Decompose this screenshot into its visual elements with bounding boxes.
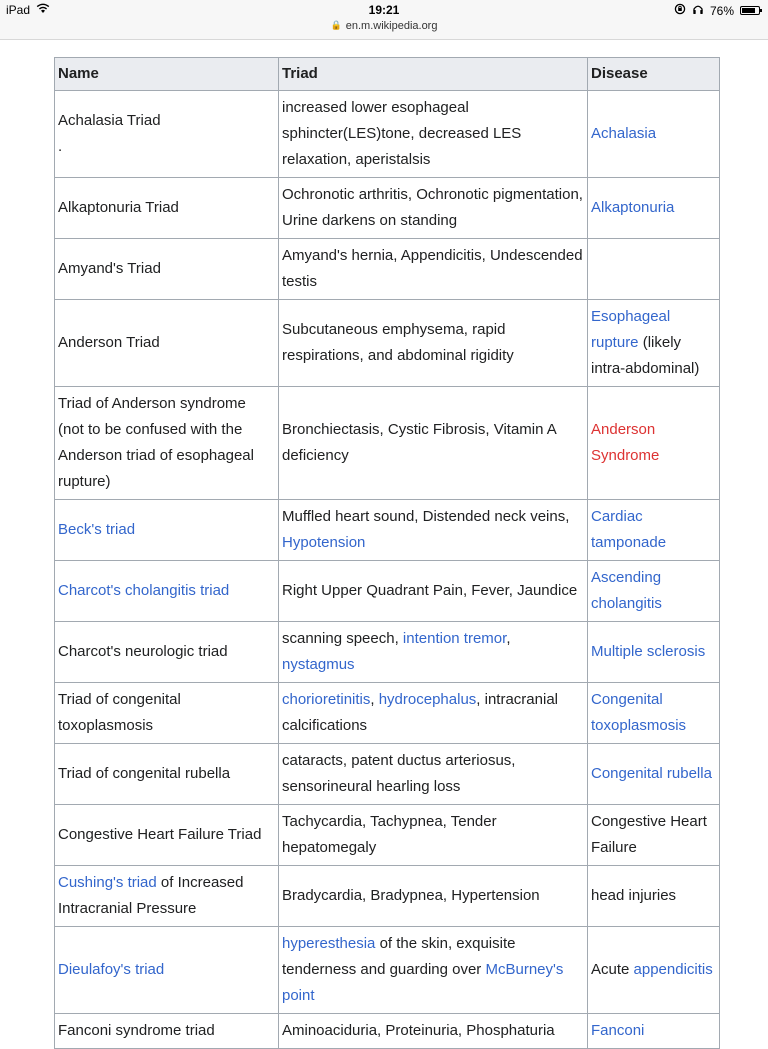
cell-text: Bradycardia, Bradypnea, Hypertension [282,887,540,904]
triads-table [54,57,720,1049]
table-row [55,805,720,866]
cell-text: of the skin, exquisite tenderness and guarding over [282,935,516,978]
disease-cell [588,622,720,683]
cell-text: (likely intra-abdominal) [591,334,700,377]
cell-text: cataracts, patent ductus arteriosus, sensorineural hearling loss [282,752,516,795]
name-cell [55,622,279,683]
wiki-link[interactable]: Dieulafoy's triad [58,961,165,978]
table-row [55,927,720,1014]
cell-text: Tachycardia, Tachypnea, Tender hepatomegaly [282,813,497,856]
table-row [55,683,720,744]
cell-text: Amyand's hernia, Appendicitis, Undescended testis [282,247,583,290]
wiki-link[interactable]: Congenital toxoplasmosis [591,691,687,734]
wiki-link[interactable]: Congenital rubella [591,765,712,782]
wiki-link[interactable]: Ascending cholangitis [591,569,662,612]
triad-cell [279,805,588,866]
cell-text: increased lower esophageal sphincter(LES)tone, decreased LES relaxation, aperistalsis [282,99,522,168]
status-bar [0,0,768,40]
table-row [55,178,720,239]
triad-cell [279,500,588,561]
table-row [55,239,720,300]
cell-text: , [370,691,379,708]
triad-cell [279,178,588,239]
name-cell [55,561,279,622]
name-cell [55,387,279,500]
cell-text: Ochronotic arthritis, Ochronotic pigmentation, Urine darkens on standing [282,186,583,229]
table-header-row [55,58,720,91]
cell-text: Bronchiectasis, Cystic Fibrosis, Vitamin A deficiency [282,421,556,464]
table-row [55,622,720,683]
device-label: iPad [6,3,31,17]
clock: 19:21 [368,3,400,17]
cell-text: of Increased Intracranial Pressure [58,874,244,917]
status-right [674,3,760,18]
disease-cell [588,178,720,239]
disease-cell [588,300,720,387]
wiki-link[interactable]: hyperesthesia [282,935,376,952]
cell-text: Congestive Heart Failure Triad [58,826,262,843]
wiki-link[interactable]: intention tremor [402,630,507,647]
triad-cell [279,1014,588,1049]
red-link[interactable]: Anderson Syndrome [591,421,660,464]
name-cell [55,239,279,300]
triad-cell [279,622,588,683]
wiki-link[interactable]: Cardiac tamponade [591,508,667,551]
triad-cell [279,300,588,387]
disease-cell [588,561,720,622]
wiki-link[interactable]: Achalasia [591,125,657,142]
cell-text: . [58,138,63,155]
wiki-link[interactable]: Cushing's triad [58,874,157,891]
disease-cell [588,683,720,744]
table-row [55,91,720,178]
wiki-link[interactable]: appendicitis [633,961,713,978]
wiki-link[interactable]: hydrocephalus [378,691,477,708]
article-content [54,57,720,1049]
cell-text: Right Upper Quadrant Pain, Fever, Jaundice [282,582,578,599]
header-name[interactable]: Name [55,58,279,91]
cell-text: Acute [591,961,634,978]
name-cell [55,744,279,805]
table-row [55,561,720,622]
wiki-link[interactable]: McBurney's point [282,961,564,1004]
disease-cell [588,927,720,1014]
wiki-link[interactable]: nystagmus [282,656,355,673]
cell-text: Triad of Anderson syndrome (not to be confused with the Anderson triad of esophageal rupture) [58,395,254,490]
name-cell [55,683,279,744]
disease-cell [588,500,720,561]
table-row [55,300,720,387]
headphones-icon [692,3,704,18]
triad-cell [279,866,588,927]
header-disease[interactable]: Disease [588,58,720,91]
triad-cell [279,239,588,300]
wiki-link[interactable]: Alkaptonuria [591,199,675,216]
name-cell [55,178,279,239]
lock-icon: 🔒 [330,20,342,30]
disease-cell [588,744,720,805]
table-row [55,1014,720,1049]
name-cell [55,500,279,561]
cell-text: Muffled heart sound, Distended neck veins, [282,508,570,525]
disease-cell [588,91,720,178]
cell-text: Anderson Triad [58,334,160,351]
wiki-link[interactable]: Multiple sclerosis [591,643,706,660]
cell-text: Congestive Heart Failure [591,813,707,856]
wiki-link[interactable]: chorioretinitis [282,691,371,708]
cell-text: Triad of congenital toxoplasmosis [58,691,181,734]
battery-percent: 76% [709,3,734,18]
disease-cell [588,387,720,500]
disease-cell [588,866,720,927]
cell-text: Aminoaciduria, Proteinuria, Phosphaturia [282,1022,555,1039]
name-cell [55,805,279,866]
name-cell [55,91,279,178]
triad-cell [279,387,588,500]
name-cell [55,866,279,927]
table-row [55,744,720,805]
name-cell [55,300,279,387]
cell-text: head injuries [591,887,677,904]
disease-cell [588,239,720,300]
disease-cell [588,805,720,866]
cell-text: Amyand's Triad [58,260,161,277]
address-bar[interactable] [0,20,768,32]
wiki-link[interactable]: Beck's triad [58,521,136,538]
cell-text: Triad of congenital rubella [58,765,231,782]
wiki-link[interactable]: Fanconi [591,1022,645,1039]
triad-cell [279,683,588,744]
triad-cell [279,91,588,178]
cell-text: Subcutaneous emphysema, rapid respirations, and abdominal rigidity [282,321,514,364]
table-row [55,387,720,500]
table-row [55,866,720,927]
battery-icon [740,6,760,15]
table-row [55,500,720,561]
cell-text: , intracranial calcifications [282,691,558,734]
rotation-lock-icon [674,3,686,18]
triad-cell [279,744,588,805]
header-triad[interactable]: Triad [279,58,588,91]
url-text: en.m.wikipedia.org [345,20,438,32]
wiki-link[interactable]: Hypotension [282,534,366,551]
cell-text: Achalasia Triad [58,112,161,129]
cell-text: Fanconi syndrome triad [58,1022,215,1039]
triad-cell [279,561,588,622]
disease-cell [588,1014,720,1049]
cell-text: Alkaptonuria Triad [58,199,179,216]
cell-text: , [506,630,511,647]
table-body [55,91,720,1049]
cell-text: scanning speech, [282,630,403,647]
name-cell [55,1014,279,1049]
triad-cell [279,927,588,1014]
wiki-link[interactable]: Charcot's cholangitis triad [58,582,230,599]
wiki-link[interactable]: Esophageal rupture [591,308,671,351]
name-cell [55,927,279,1014]
cell-text: Charcot's neurologic triad [58,643,228,660]
